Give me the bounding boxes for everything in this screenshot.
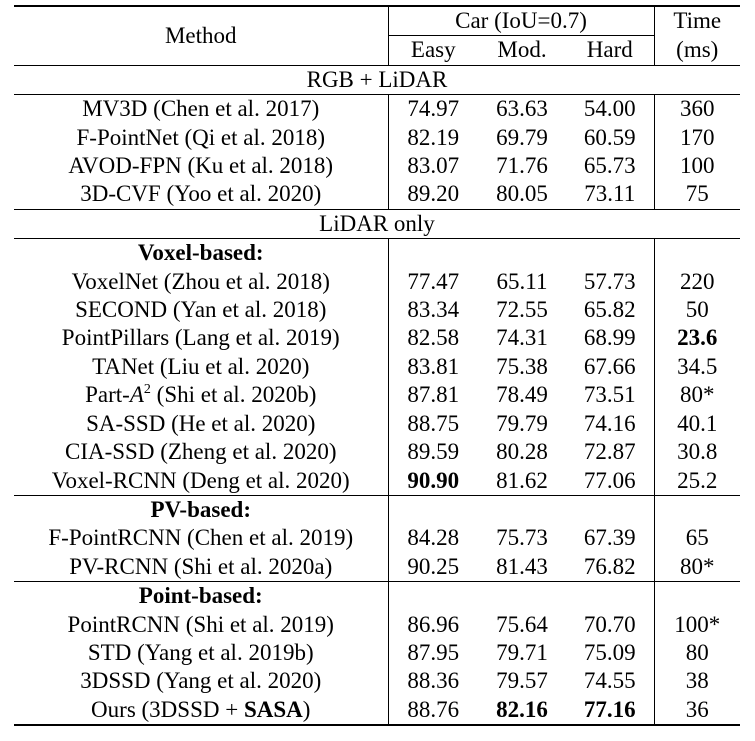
hard-cell: 70.70 [566, 611, 654, 639]
table-row [14, 152, 740, 180]
hard-cell: 67.66 [566, 353, 654, 381]
hard-cell: 74.55 [566, 667, 654, 695]
time-header: Time [654, 6, 740, 36]
time-cell: 220 [680, 268, 715, 294]
point-based-title [14, 582, 388, 611]
pv-based-label: PV-based: [150, 496, 251, 522]
subgroup-title-pv [14, 495, 740, 524]
easy-cell: 74.97 [388, 95, 478, 124]
easy-cell: 82.19 [407, 124, 460, 150]
hard-cell: 68.99 [566, 324, 654, 352]
table-row [14, 95, 740, 124]
hard-cell: 73.11 [566, 180, 654, 209]
easy-cell: 83.07 [407, 153, 460, 179]
easy-cell: 88.76 [388, 696, 478, 725]
method-suffix: ) [302, 696, 311, 722]
mod-cell: 79.57 [496, 668, 548, 694]
method-header: Method [14, 6, 388, 65]
method-cell [14, 696, 388, 725]
time-cell: 80 [685, 639, 709, 665]
time-cell: 100 [680, 153, 715, 179]
method-cell: PointRCNN (Shi et al. 2019) [14, 611, 388, 639]
results-table [14, 5, 740, 726]
mod-header: Mod. [497, 37, 547, 63]
hard-cell: 74.16 [566, 410, 654, 438]
method-prefix: Part- [85, 382, 130, 408]
subgroup-title-voxel [14, 239, 740, 268]
mod-cell: 80.05 [496, 181, 548, 207]
mod-cell: 81.62 [496, 467, 548, 493]
mod-cell: 63.63 [478, 95, 566, 124]
mod-cell: 74.31 [496, 325, 548, 351]
easy-cell: 88.36 [407, 668, 460, 694]
easy-cell: 83.81 [407, 353, 460, 379]
voxel-based-title [14, 239, 388, 268]
hard-cell: 72.87 [566, 438, 654, 466]
easy-cell: 82.58 [407, 325, 460, 351]
hard-cell-best: 77.16 [566, 696, 654, 725]
easy-cell: 90.25 [407, 553, 460, 579]
table-row [14, 410, 740, 438]
hard-cell: 60.59 [566, 124, 654, 152]
time-cell: 100* [674, 611, 721, 637]
table-row [14, 180, 740, 209]
table-row [14, 639, 740, 667]
easy-cell: 77.47 [407, 268, 460, 294]
lidar-only-title: LiDAR only [14, 209, 740, 238]
mod-cell: 75.38 [496, 353, 548, 379]
time-cell: 34.5 [677, 353, 718, 379]
mod-cell: 79.79 [496, 410, 548, 436]
table-row [14, 667, 740, 695]
method-bold: SASA [243, 696, 303, 722]
method-math-symbol: A [129, 382, 144, 408]
method-cell: VoxelNet (Zhou et al. 2018) [14, 268, 388, 296]
hard-cell: 54.00 [566, 95, 654, 124]
easy-cell: 88.75 [407, 410, 460, 436]
hard-cell: 65.73 [566, 152, 654, 180]
time-cell: 30.8 [677, 439, 718, 465]
hard-cell: 76.82 [566, 553, 654, 582]
group-title-rgb-lidar [14, 65, 740, 94]
method-cell: 3D-CVF (Yoo et al. 2020) [14, 180, 388, 209]
car-header: Car (IoU=0.7) [388, 6, 654, 36]
hard-cell: 65.82 [566, 296, 654, 324]
table-row [14, 524, 740, 552]
hard-cell: 75.09 [566, 639, 654, 667]
mod-cell: 75.73 [496, 525, 548, 551]
mod-cell: 75.64 [496, 611, 548, 637]
pv-based-title [14, 495, 388, 524]
hard-cell: 67.39 [566, 524, 654, 552]
mod-cell: 69.79 [496, 124, 548, 150]
method-suffix: (Shi et al. 2020b) [150, 382, 317, 408]
table-row [14, 324, 740, 352]
table-row [14, 438, 740, 466]
method-cell: AVOD-FPN (Ku et al. 2018) [14, 152, 388, 180]
method-cell: F-PointRCNN (Chen et al. 2019) [14, 524, 388, 552]
point-based-label: Point-based: [138, 583, 263, 609]
method-cell: PV-RCNN (Shi et al. 2020a) [14, 553, 388, 582]
easy-header: Easy [410, 37, 456, 63]
time-cell: 170 [680, 124, 715, 150]
easy-cell: 83.34 [407, 297, 460, 323]
time-cell: 25.2 [677, 467, 718, 493]
method-cell: MV3D (Chen et al. 2017) [14, 95, 388, 124]
method-cell: CIA-SSD (Zheng et al. 2020) [14, 438, 388, 466]
easy-cell: 84.28 [407, 525, 460, 551]
easy-cell: 87.95 [407, 639, 460, 665]
subgroup-title-point [14, 582, 740, 611]
table-row [14, 268, 740, 296]
hard-cell: 77.06 [566, 467, 654, 496]
mod-cell-best: 82.16 [478, 696, 566, 725]
table-row [14, 124, 740, 152]
table-row-ours [14, 696, 740, 725]
mod-cell: 71.76 [496, 153, 548, 179]
table-row [14, 467, 740, 496]
mod-cell: 80.28 [496, 439, 548, 465]
time-cell: 360 [654, 95, 740, 124]
hard-cell: 73.51 [566, 381, 654, 409]
time-cell: 50 [685, 297, 709, 323]
mod-cell: 72.55 [496, 297, 548, 323]
mod-cell: 78.49 [496, 382, 548, 408]
easy-cell: 87.81 [407, 382, 460, 408]
hard-cell: 57.73 [566, 268, 654, 296]
time-cell: 38 [685, 668, 709, 694]
easy-cell-best: 90.90 [407, 467, 460, 493]
mod-cell: 81.43 [496, 553, 548, 579]
time-cell: 80* [680, 553, 715, 579]
mod-cell: 79.71 [496, 639, 548, 665]
method-cell: TANet (Liu et al. 2020) [14, 353, 388, 381]
method-cell: 3DSSD (Yang et al. 2020) [14, 667, 388, 695]
method-cell: PointPillars (Lang et al. 2019) [14, 324, 388, 352]
header-row-1 [14, 6, 740, 36]
table-row [14, 296, 740, 324]
easy-cell: 89.20 [407, 181, 460, 207]
table-row [14, 381, 740, 409]
time-cell: 80* [680, 382, 715, 408]
time-cell: 65 [685, 525, 709, 551]
time-cell: 75 [685, 181, 709, 207]
method-cell: STD (Yang et al. 2019b) [14, 639, 388, 667]
method-cell: SECOND (Yan et al. 2018) [14, 296, 388, 324]
method-superscript: 2 [143, 382, 151, 398]
voxel-based-label: Voxel-based: [137, 240, 264, 266]
table-row [14, 611, 740, 639]
hard-header: Hard [566, 36, 654, 65]
easy-cell: 86.96 [407, 611, 460, 637]
method-cell: SA-SSD (He et al. 2020) [14, 410, 388, 438]
rgb-lidar-title: RGB + LiDAR [14, 65, 740, 94]
easy-cell: 89.59 [407, 439, 460, 465]
method-cell: Voxel-RCNN (Deng et al. 2020) [14, 467, 388, 496]
table-row [14, 553, 740, 582]
mod-cell: 65.11 [496, 268, 548, 294]
method-prefix: Ours (3DSSD + [91, 696, 244, 722]
time-unit-header: (ms) [676, 37, 719, 63]
group-title-lidar-only [14, 209, 740, 238]
time-cell: 40.1 [677, 410, 718, 436]
time-cell: 36 [654, 696, 740, 725]
method-cell [14, 381, 388, 409]
table-row [14, 353, 740, 381]
time-cell-best: 23.6 [677, 325, 718, 351]
method-cell: F-PointNet (Qi et al. 2018) [14, 124, 388, 152]
